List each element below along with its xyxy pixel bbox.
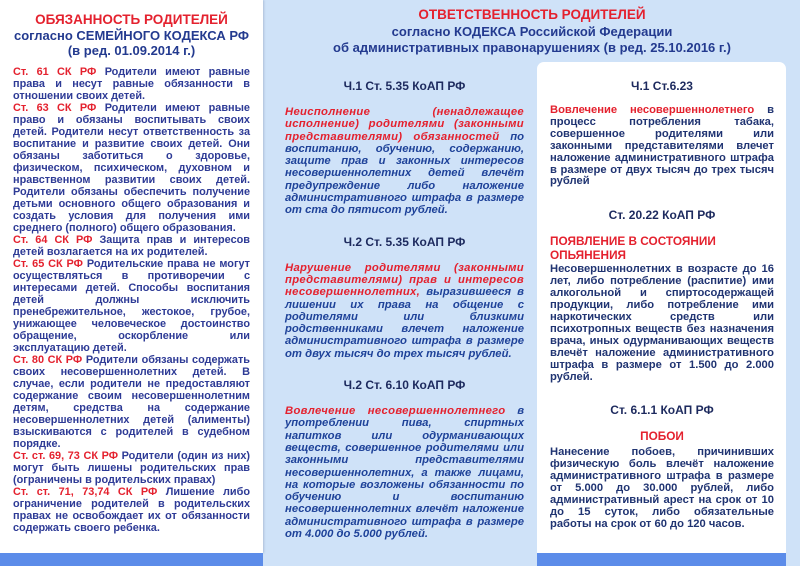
section-heading: Ч.1 Ст.6.23 <box>631 79 693 93</box>
violation-name: Вовлечение несовершеннолетнего <box>550 104 755 116</box>
family-code-title <box>13 12 250 59</box>
article-st-65 <box>13 258 250 354</box>
article-ref: Ст. ст. 69, 73 СК РФ <box>13 449 119 462</box>
section-paragraph: Несовершеннолетних в возрасте до 16 лет, либо потребление (распитие) ими алкогольной и спиртосодержащей продукции, либо потребление ими наркотических средств или психотропных веществ без назначения врача, иных одурманивающих веществ влечёт наложение административного штрафа в размере от 1.500 до 2.000 рублей. <box>550 263 774 383</box>
section-5-35-ch2 <box>285 235 524 360</box>
koap-column-left <box>263 0 537 540</box>
violation-title: ПОЯВЛЕНИЕ В СОСТОЯНИИ ОПЬЯНЕНИЯ <box>550 234 716 263</box>
section-paragraph <box>285 262 524 360</box>
section-6-23-ch1 <box>550 79 774 188</box>
violation-name: Неисполнение (ненадлежащее исполнение) родителями (законными представителями) обязанностей <box>285 106 524 143</box>
section-heading: Ч.2 Ст. 5.35 КоАП РФ <box>343 234 466 249</box>
article-text: Родители обязаны содержать своих несовершеннолетних детей. В случае, если родители не предоставляют содержание своим несовершеннолетним детям, средства на содержание несовершеннолетних детей (алименты) взыскиваются с родителей в судебном порядке. <box>13 353 250 450</box>
section-6-10-ch2 <box>285 378 524 540</box>
koap-header-line2: согласно КОДЕКСА Российской Федерации <box>391 23 673 39</box>
article-ref: Ст. ст. 71, 73,74 СК РФ <box>13 485 158 498</box>
article-text: Родители имеют равные право и обязаны воспитывать своих детей. Родители несут ответственность за воспитание и развитие своих детей. Они обязаны заботиться о здоровье, физическом, психическом, духовном и нравственном развитии своих детей. Родители обязаны обеспечить получение детьми основного общего образования и создать условия для получения ими среднего (полного) общего образования. <box>13 101 250 234</box>
family-code-panel <box>0 0 263 553</box>
section-paragraph <box>285 405 524 540</box>
section-20-22 <box>550 208 774 383</box>
koap-header-line1: ОТВЕТСТВЕННОСТЬ РОДИТЕЛЕЙ <box>418 7 646 22</box>
article-ref: Ст. 61 СК РФ <box>13 65 97 78</box>
article-st-71-73-74 <box>13 486 250 534</box>
article-ref: Ст. 80 СК РФ <box>13 353 83 366</box>
koap-column-right <box>537 62 786 553</box>
section-6-1-1 <box>550 403 774 530</box>
section-heading: Ч.1 Ст. 5.35 КоАП РФ <box>343 79 466 93</box>
family-code-title-line1: ОБЯЗАННОСТЬ РОДИТЕЛЕЙ <box>35 12 228 27</box>
section-paragraph <box>285 106 524 217</box>
article-text: Родительские права не могут осуществляться в противоречии с интересами детей. Способы воспитания детей должны исключить пренебрежительное, жестокое, грубое, унижающее человеческое достоинство обращение, оскорбление или эксплуатацию детей. <box>13 257 251 354</box>
right-bottom-band <box>537 553 786 566</box>
article-ref: Ст. 63 СК РФ <box>13 101 97 114</box>
article-ref: Ст. 64 СК РФ <box>13 233 93 246</box>
violation-consequence: выразившееся в лишении их права на общение с родителями или близкими родственниками влечет наложение административного штрафа в размере от двух тысяч до трех тысяч рублей. <box>285 286 524 360</box>
violation-name: Нарушение родителями (законными представителями) прав и интересов несовершеннолетних, <box>285 261 524 299</box>
article-text: Родители (один из них) могут быть лишены родительских прав (ограничены в родительских правах) <box>13 449 250 486</box>
violation-consequence: в употреблении пива, спиртных напитков или одурманивающих веществ, совершенное родителями или законными представителями несовершеннолетних, а также лицами, на которые возложены обязанности по обучению и воспитанию несовершеннолетних влечёт наложение административного штрафа в размере от 4.000 до 5.000 рублей. <box>285 405 525 541</box>
family-code-title-line2: согласно СЕМЕЙНОГО КОДЕКСА РФ <box>14 27 249 43</box>
section-heading: Ст. 6.1.1 КоАП РФ <box>610 403 714 418</box>
article-ref: Ст. 65 СК РФ <box>13 257 83 270</box>
koap-header-line3: об административных правонарушениях (в ред. 25.10.2016 г.) <box>333 40 731 55</box>
article-st-69-73 <box>13 450 250 486</box>
violation-name: Вовлечение несовершеннолетнего <box>285 405 506 418</box>
article-text: Лишение либо ограничение родителей в родительских правах не освобождает их от обязанности содержать своего ребенка. <box>13 485 250 534</box>
left-bottom-band <box>0 553 263 566</box>
section-heading: Ч.2 Ст. 6.10 КоАП РФ <box>343 378 466 393</box>
section-heading: Ст. 20.22 КоАП РФ <box>608 208 716 223</box>
violation-consequence: в процесс потребления табака, совершенное родителями или законными представителями влечет наложение административного штрафа в размере от двух тысяч до трех тысяч рублей <box>550 104 775 188</box>
section-5-35-ch1 <box>285 79 524 217</box>
violation-title: ПОБОИ <box>640 429 684 444</box>
article-st-61 <box>13 66 250 102</box>
article-st-80 <box>13 354 250 450</box>
family-code-articles <box>13 66 250 534</box>
violation-consequence: по воспитанию, обучению, содержанию, защите прав и законных интересов несовершеннолетних детей влечёт предупреждение либо наложение административного штрафа в размере от ста до пятисот рублей. <box>285 130 524 217</box>
article-text: Защита прав и интересов детей возлагается на их родителей. <box>13 233 250 258</box>
family-code-title-line3: (в ред. 01.09.2014 г.) <box>67 43 196 58</box>
section-paragraph: Нанесение побоев, причинивших физическую боль влечёт наложение административного штрафа в размере от 5.000 до 30.000 рублей, либо административный арест на срок от 10 до 15 суток, либо обязательные работы на срок от 60 до 120 часов. <box>550 446 774 530</box>
section-paragraph <box>550 105 774 188</box>
article-st-64 <box>13 234 250 258</box>
article-st-63 <box>13 102 250 234</box>
article-text: Родители имеют равные права и несут равные обязанности в отношении своих детей. <box>13 65 250 102</box>
